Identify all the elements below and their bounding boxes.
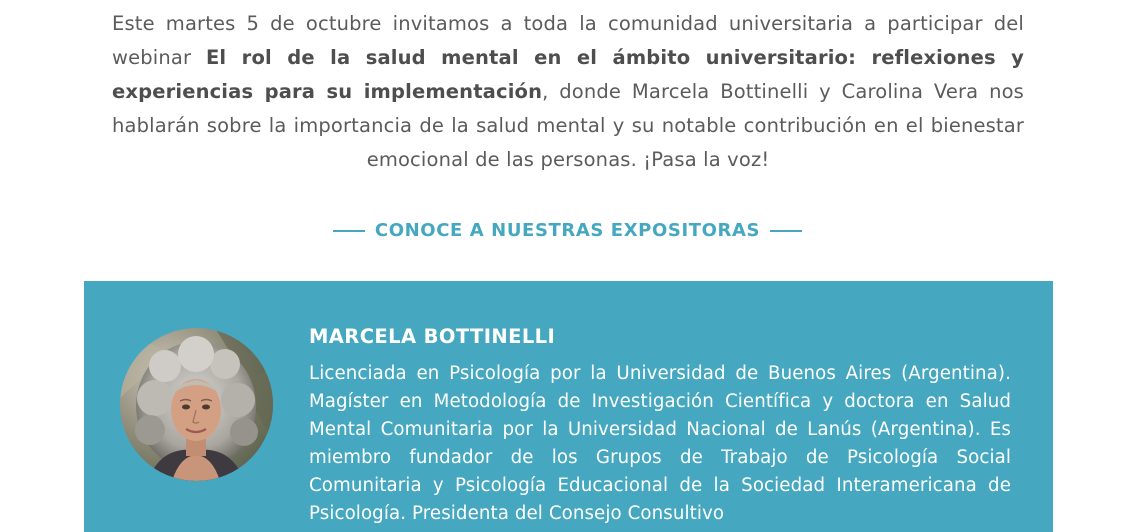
heading-rule-right [770, 230, 802, 232]
intro-paragraph [112, 7, 1024, 177]
event-title: El rol de la salud mental en el ámbito universitario: reflexiones y experiencias para su implementación [112, 46, 1025, 103]
intro-text-start: Este martes 5 de octubre invitamos a toda la comunidad universitaria a participar del webinar [112, 12, 1024, 69]
speaker-photo [120, 328, 273, 481]
intro-text-end: , donde Marcela Bottinelli y Carolina Vera nos hablarán sobre la importancia de la salud mental y su notable contribución en el bienestar emocional de las personas. ¡Pasa la voz! [112, 80, 1024, 171]
speaker-name: MARCELA BOTTINELLI [309, 325, 556, 348]
section-heading-label: CONOCE A NUESTRAS EXPOSITORAS [374, 220, 761, 241]
speaker-bio: Licenciada en Psicología por la Universidad de Buenos Aires (Argentina). Magíster en Metodología de Investigación Científica y doctora en Salud Mental Comunitaria por la Universidad Nacional de Lanús (Argentina). Es miembro fundador de los Grupos de Trabajo de Psicología Social Comunitaria y Psicología Educacional de la Sociedad Interamericana de Psicología. Presidenta del Consejo Consultivo [309, 363, 1011, 524]
speakers-section-heading [0, 217, 1135, 245]
speaker-photo-image [120, 328, 273, 481]
speaker-card [84, 281, 1053, 532]
heading-rule-left [333, 230, 365, 232]
